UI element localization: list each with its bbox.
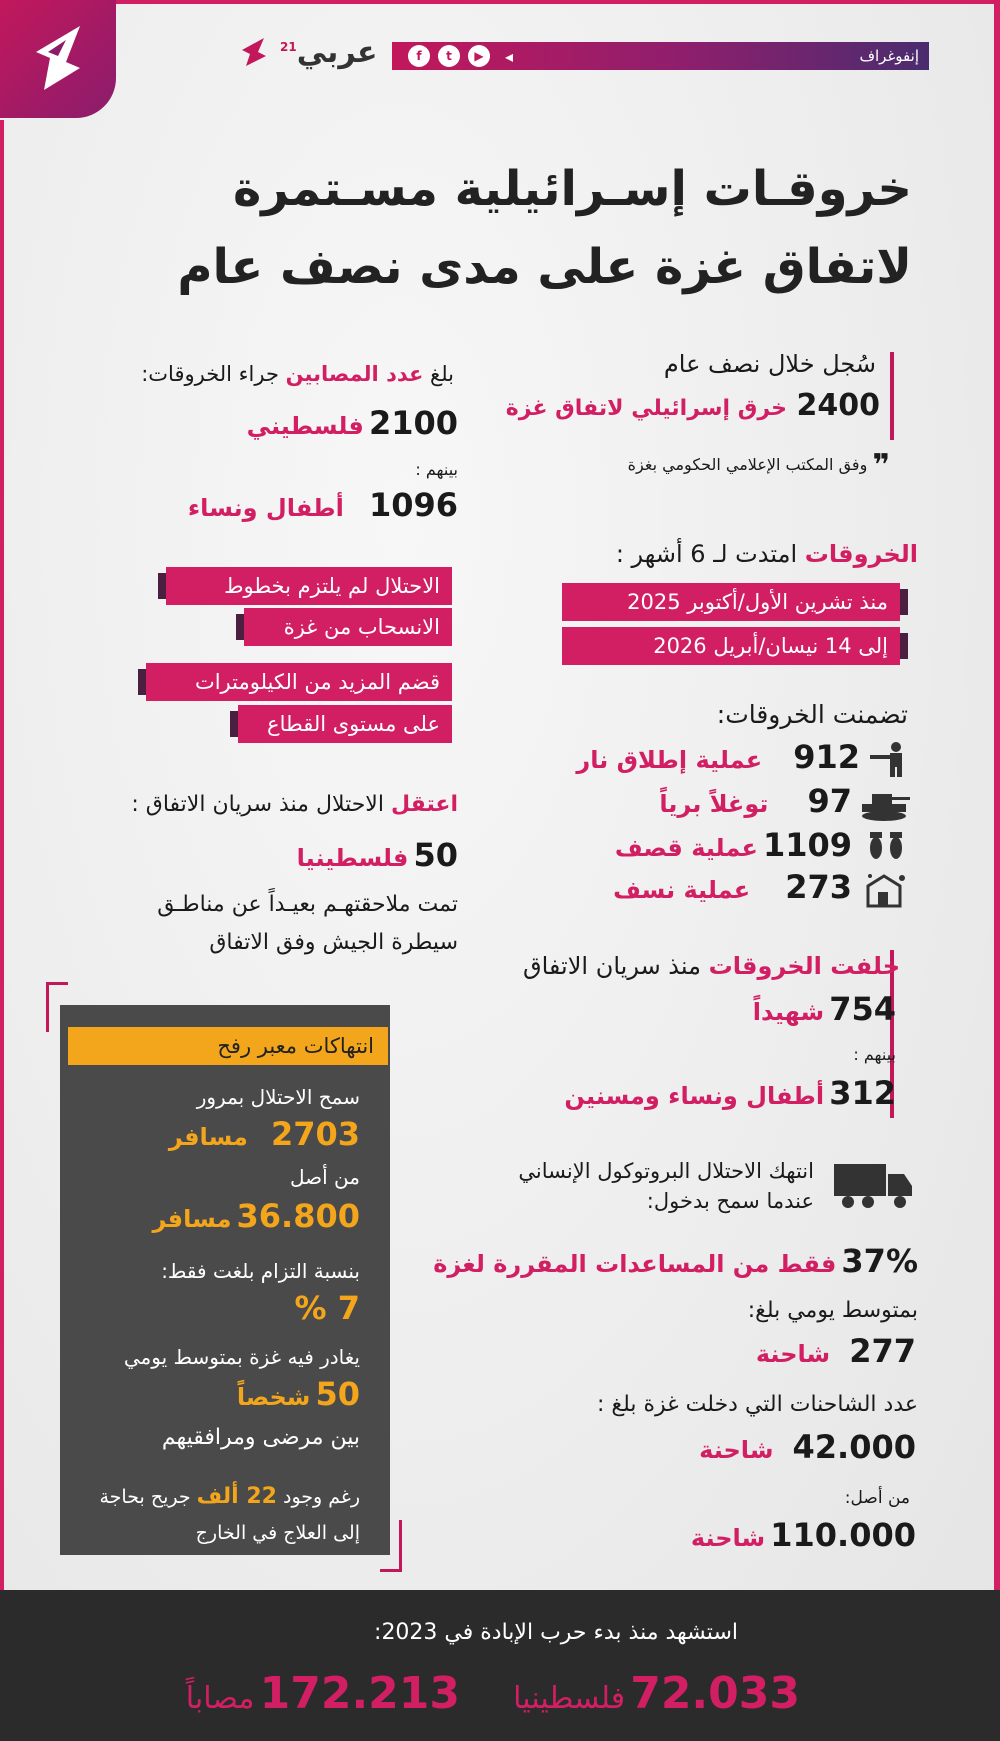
arrested-desc-line2: سيطرة الجيش وفق الاتفاق — [209, 930, 458, 955]
rafah-despite — [100, 1479, 361, 1551]
footer-injured-label: مصاباً — [185, 1681, 255, 1716]
injured-count-label: فلسطيني — [246, 412, 364, 440]
left-border — [0, 120, 4, 1590]
aid-pct-line — [433, 1242, 918, 1280]
summary-count-line — [506, 388, 880, 423]
injured-sub-count: 1096 — [368, 486, 458, 524]
included-item — [576, 738, 860, 776]
injured-sub-line — [188, 486, 458, 524]
injured-heading-start: بلغ — [430, 362, 454, 386]
title-line-2: لاتفاق غزة على مدى نصف عام — [177, 239, 912, 295]
summary-source-line — [628, 448, 890, 483]
included-value: 97 — [807, 782, 852, 820]
included-item — [659, 782, 852, 820]
corner-logo[interactable] — [0, 0, 116, 118]
aid-intro-line2: عندما سمح بدخول: — [646, 1189, 814, 1213]
rafah-of-unit: مسافر — [152, 1205, 232, 1233]
quote-icon: ❞ — [872, 448, 890, 483]
accent-bar — [890, 352, 894, 440]
aid-daily-label: بمتوسط يومي بلغ: — [747, 1298, 918, 1323]
included-label: توغلاً برياً — [659, 790, 769, 818]
aid-daily-unit: شاحنة — [755, 1340, 831, 1368]
facebook-icon[interactable]: f — [408, 45, 430, 67]
included-item — [613, 868, 852, 906]
arrested-heading — [131, 792, 458, 817]
injured-count-line — [247, 404, 458, 442]
arrested-count-line — [297, 836, 458, 874]
rafah-ratio-label: بنسبة التزام بلغت فقط: — [161, 1259, 360, 1283]
martyrs-count: 754 — [829, 990, 896, 1028]
rafah-of-label: من أصل — [290, 1165, 360, 1189]
martyrs-heading — [523, 952, 900, 980]
aid-daily-value: 277 — [849, 1332, 916, 1370]
footer-martyrs — [513, 1668, 800, 1719]
aid-intro — [518, 1156, 814, 1216]
arrested-count: 50 — [413, 836, 458, 874]
arrested-count-label: فلسطينيا — [296, 844, 409, 872]
aid-of-label: من أصل: — [844, 1488, 910, 1508]
rafah-despite-c: جريح بحاجة — [99, 1486, 191, 1508]
summary-source: وفق المكتب الإعلامي الحكومي بغزة — [627, 455, 868, 474]
aid-trucks-label: عدد الشاحنات التي دخلت غزة بلغ : — [597, 1392, 918, 1417]
rafah-allowed-value: 2703 — [270, 1115, 360, 1153]
duration-to: إلى 14 نيسان/أبريل 2026 — [562, 627, 900, 665]
aid-of-line — [691, 1516, 916, 1554]
arrested-desc-line1: تمت ملاحقتهـم بعيـداً عن مناطـق — [157, 892, 458, 917]
martyrs-sub-line — [564, 1074, 896, 1112]
footer — [0, 1590, 1000, 1741]
truck-icon — [832, 1160, 914, 1210]
footer-injured — [186, 1668, 460, 1719]
included-heading: تضمنت الخروقات: — [716, 700, 908, 729]
aid-trucks-value: 42.000 — [792, 1428, 916, 1466]
included-value: 912 — [793, 738, 860, 776]
included-label: عملية إطلاق نار — [576, 746, 763, 774]
martyrs-sub-count: 312 — [829, 1074, 896, 1112]
summary-count-label: خرق إسرائيلي لاتفاق غزة — [505, 396, 787, 421]
brand[interactable] — [236, 34, 377, 70]
note-box-2-line1: قضم المزيد من الكيلومترات — [146, 663, 452, 701]
injured-among: بينهم : — [415, 460, 458, 479]
rafah-leave-desc: بين مرضى ومرافقيهم — [161, 1425, 360, 1450]
arrested-desc — [157, 886, 458, 962]
tank-icon — [858, 786, 912, 822]
aid-trucks-unit: شاحنة — [699, 1436, 774, 1464]
injured-heading-pink: عدد المصابين — [285, 362, 424, 386]
aid-trucks-line — [699, 1428, 916, 1466]
social-links — [408, 45, 520, 67]
rafah-despite-b: 22 ألف — [196, 1484, 277, 1509]
aid-of-value: 110.000 — [770, 1516, 916, 1554]
arrow-logo-icon: ◂ — [504, 46, 514, 66]
duration-heading-rest: امتدت لـ 6 أشهر : — [615, 540, 798, 568]
duration-heading-pink: الخروقات — [804, 540, 918, 568]
rafah-despite-a: رغم وجود — [283, 1486, 360, 1508]
youtube-icon[interactable]: ▶ — [468, 45, 490, 67]
injured-heading-end: جراء الخروقات: — [141, 362, 279, 386]
rafah-ratio-value: 7 % — [294, 1289, 360, 1327]
rafah-allowed-label: سمح الاحتلال بمرور — [196, 1085, 360, 1109]
rafah-heading: انتهاكات معبر رفح — [68, 1027, 388, 1065]
included-label: عملية نسف — [613, 876, 751, 904]
included-item — [615, 826, 852, 864]
aid-daily-line — [756, 1332, 916, 1370]
summary-intro: سُجل خلال نصف عام — [663, 350, 876, 378]
arabi21-logo-icon — [20, 18, 96, 98]
martyrs-heading-pink: خلفت الخروقات — [708, 952, 900, 980]
arrested-heading-pink: اعتقل — [390, 792, 458, 817]
rafah-of-value: 36.800 — [236, 1197, 360, 1235]
martyrs-count-label: شهيداً — [752, 998, 825, 1026]
brand-name: عربي$^{21}$ — [280, 34, 378, 70]
aid-pct-label: فقط من المساعدات المقررة لغزة — [433, 1250, 837, 1278]
aid-intro-line1: انتهك الاحتلال البروتوكول الإنساني — [518, 1159, 814, 1183]
duration-heading — [616, 540, 918, 568]
injured-count: 2100 — [368, 404, 458, 442]
included-value: 273 — [785, 868, 852, 906]
footer-martyrs-value: 72.033 — [630, 1668, 800, 1719]
footer-heading: استشهد منذ بدء حرب الإبادة في 2023: — [374, 1620, 738, 1645]
aid-of-unit: شاحنة — [690, 1524, 766, 1552]
aid-pct: 37% — [841, 1242, 918, 1280]
soldier-icon — [866, 741, 910, 777]
bomb-icon — [864, 830, 908, 866]
note-box-1-line1: الاحتلال لم يلتزم بخطوط — [166, 567, 452, 605]
footer-martyrs-label: فلسطينيا — [513, 1681, 626, 1716]
injured-heading — [141, 362, 454, 386]
rafah-leave-unit: شخصاً — [236, 1383, 311, 1411]
right-border — [994, 0, 1000, 1590]
martyrs-among: بينهم : — [853, 1045, 896, 1064]
brand-logo-icon — [236, 34, 272, 70]
rafah-leave-line — [237, 1375, 360, 1413]
injured-sub-label: أطفال ونساء — [187, 494, 344, 522]
summary-count: 2400 — [796, 388, 880, 423]
section-label: إنفوغراف — [859, 47, 919, 65]
title-line-1: خروقـات إسـرائيلية مسـتمرة — [232, 161, 912, 217]
rafah-despite-line2: إلى العلاج في الخارج — [195, 1522, 360, 1544]
demolition-icon — [864, 872, 908, 908]
rafah-allowed-unit: مسافر — [168, 1123, 248, 1151]
duration-from: منذ تشرين الأول/أكتوبر 2025 — [562, 583, 900, 621]
arrested-heading-rest: الاحتلال منذ سريان الاتفاق : — [131, 792, 384, 817]
twitter-icon[interactable]: t — [438, 45, 460, 67]
note-box-1-line2: الانسحاب من غزة — [244, 608, 452, 646]
included-value: 1109 — [762, 826, 852, 864]
page-title — [92, 150, 912, 306]
martyrs-heading-rest: منذ سريان الاتفاق — [522, 952, 701, 980]
martyrs-sub-label: أطفال ونساء ومسنين — [564, 1082, 825, 1110]
rafah-of-line — [152, 1197, 360, 1235]
rafah-panel — [60, 1005, 390, 1555]
included-label: عملية قصف — [614, 834, 758, 862]
martyrs-count-line — [753, 990, 896, 1028]
rafah-despite-line1 — [100, 1479, 361, 1515]
footer-injured-value: 172.213 — [259, 1668, 460, 1719]
rafah-leave-label: يغادر فيه غزة بمتوسط يومي — [123, 1345, 360, 1369]
note-box-2-line2: على مستوى القطاع — [238, 705, 452, 743]
rafah-leave-value: 50 — [315, 1375, 360, 1413]
top-border — [110, 0, 1000, 4]
rafah-allowed-line — [169, 1115, 360, 1153]
